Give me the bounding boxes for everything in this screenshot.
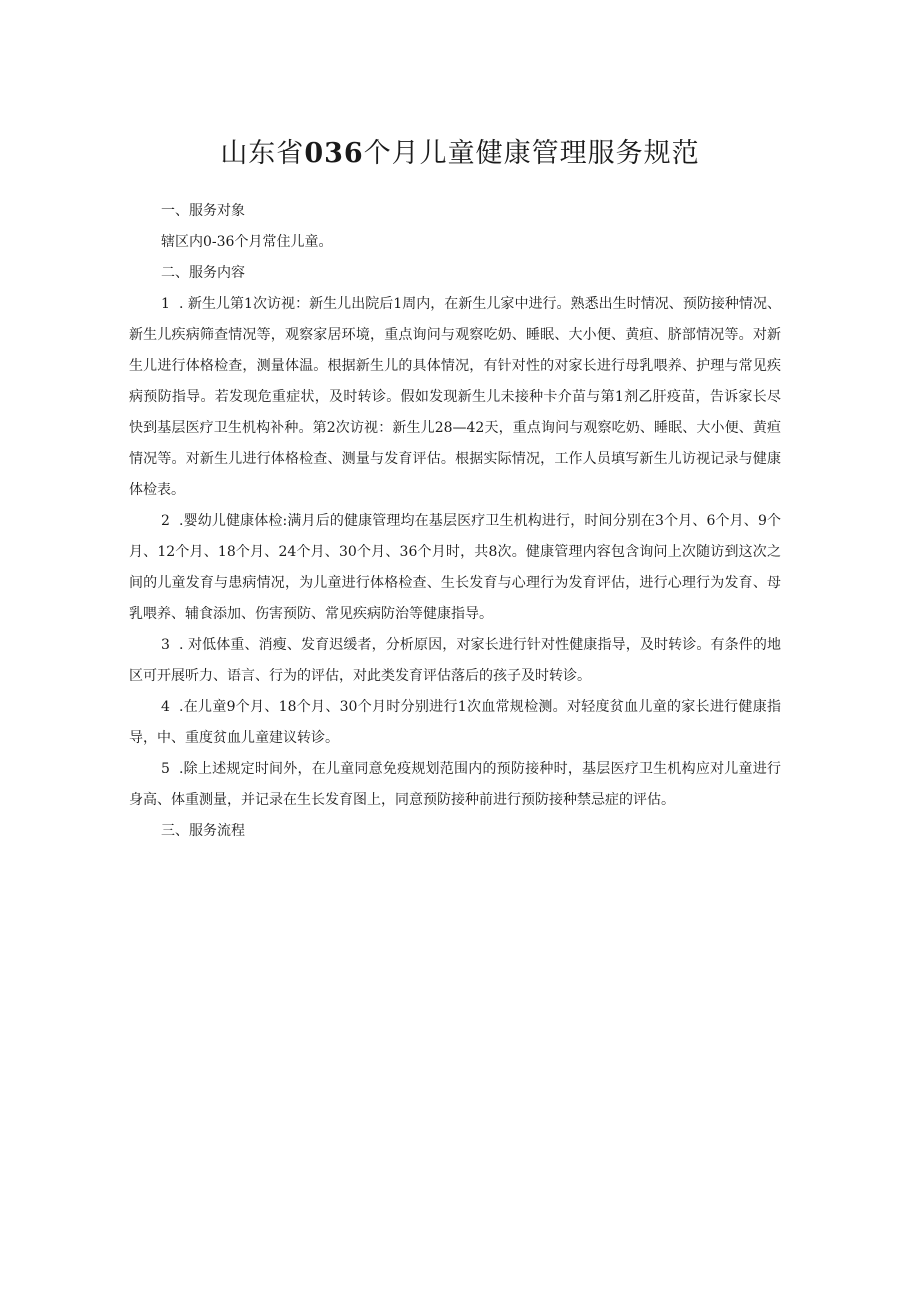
title-suffix: 个月儿童健康管理服务规范 — [363, 138, 700, 169]
section-heading-service-process: 三、服务流程 — [161, 823, 245, 839]
item-number: 5 — [161, 761, 170, 777]
title-number: 036 — [304, 138, 364, 169]
document-body — [129, 196, 781, 847]
item-text: .除上述规定时间外，在儿童同意免疫规划范围内的预防接种时，基层医疗卫生机构应对儿童进行身高、体重测量，并记录在生长发育图上，同意预防接种前进行预防接种禁忌症的评估。 — [129, 761, 781, 808]
service-target-text: 辖区内0-36个月常住儿童。 — [161, 234, 333, 250]
section-heading-service-content: 二、服务内容 — [161, 265, 245, 281]
item-number: 3 — [161, 637, 170, 653]
document-title — [0, 134, 920, 174]
item-number: 1 — [161, 296, 170, 312]
item-text: . 对低体重、消瘦、发育迟缓者，分析原因，对家长进行针对性健康指导，及时转诊。有条件的地区可开展听力、语言、行为的评估，对此类发育评估落后的孩子及时转诊。 — [129, 637, 781, 684]
item-number: 4 — [161, 699, 170, 715]
content-item-1 — [129, 289, 781, 506]
content-item-5 — [129, 754, 781, 816]
content-item-3 — [129, 630, 781, 692]
content-item-2 — [129, 506, 781, 630]
title-prefix: 山东省 — [220, 138, 305, 169]
section-heading-service-target: 一、服务对象 — [161, 203, 245, 219]
item-text: .婴幼儿健康体检:满月后的健康管理均在基层医疗卫生机构进行，时间分别在3个月、6个月、9个月、12个月、18个月、24个月、30个月、36个月时，共8次。健康管理内容包含询问上次随访到这次之间的儿童发育与患病情况，为儿童进行体格检查、生长发育与心理行为发育评估，进行心理行为发育、母乳喂养、辅食添加、伤害预防、常见疾病防治等健康指导。 — [129, 513, 781, 622]
item-text: . 新生儿第1次访视：新生儿出院后1周内，在新生儿家中进行。熟悉出生时情况、预防接种情况、新生儿疾病筛查情况等，观察家居环境，重点询问与观察吃奶、睡眠、大小便、黄疸、脐部情况等。对新生儿进行体格检查，测量体温。根据新生儿的具体情况，有针对性的对家长进行母乳喂养、护理与常见疾病预防指导。若发现危重症状，及时转诊。假如发现新生儿未接种卡介苗与第1剂乙肝疫苗，告诉家长尽快到基层医疗卫生机构补种。第2次访视：新生儿28—42天，重点询问与观察吃奶、睡眠、大小便、黄疸情况等。对新生儿进行体格检查、测量与发育评估。根据实际情况，工作人员填写新生儿访视记录与健康体检表。 — [129, 296, 781, 498]
item-text: .在儿童9个月、18个月、30个月时分别进行1次血常规检测。对轻度贫血儿童的家长进行健康指导，中、重度贫血儿童建议转诊。 — [129, 699, 781, 746]
content-item-4 — [129, 692, 781, 754]
item-number: 2 — [161, 513, 170, 529]
